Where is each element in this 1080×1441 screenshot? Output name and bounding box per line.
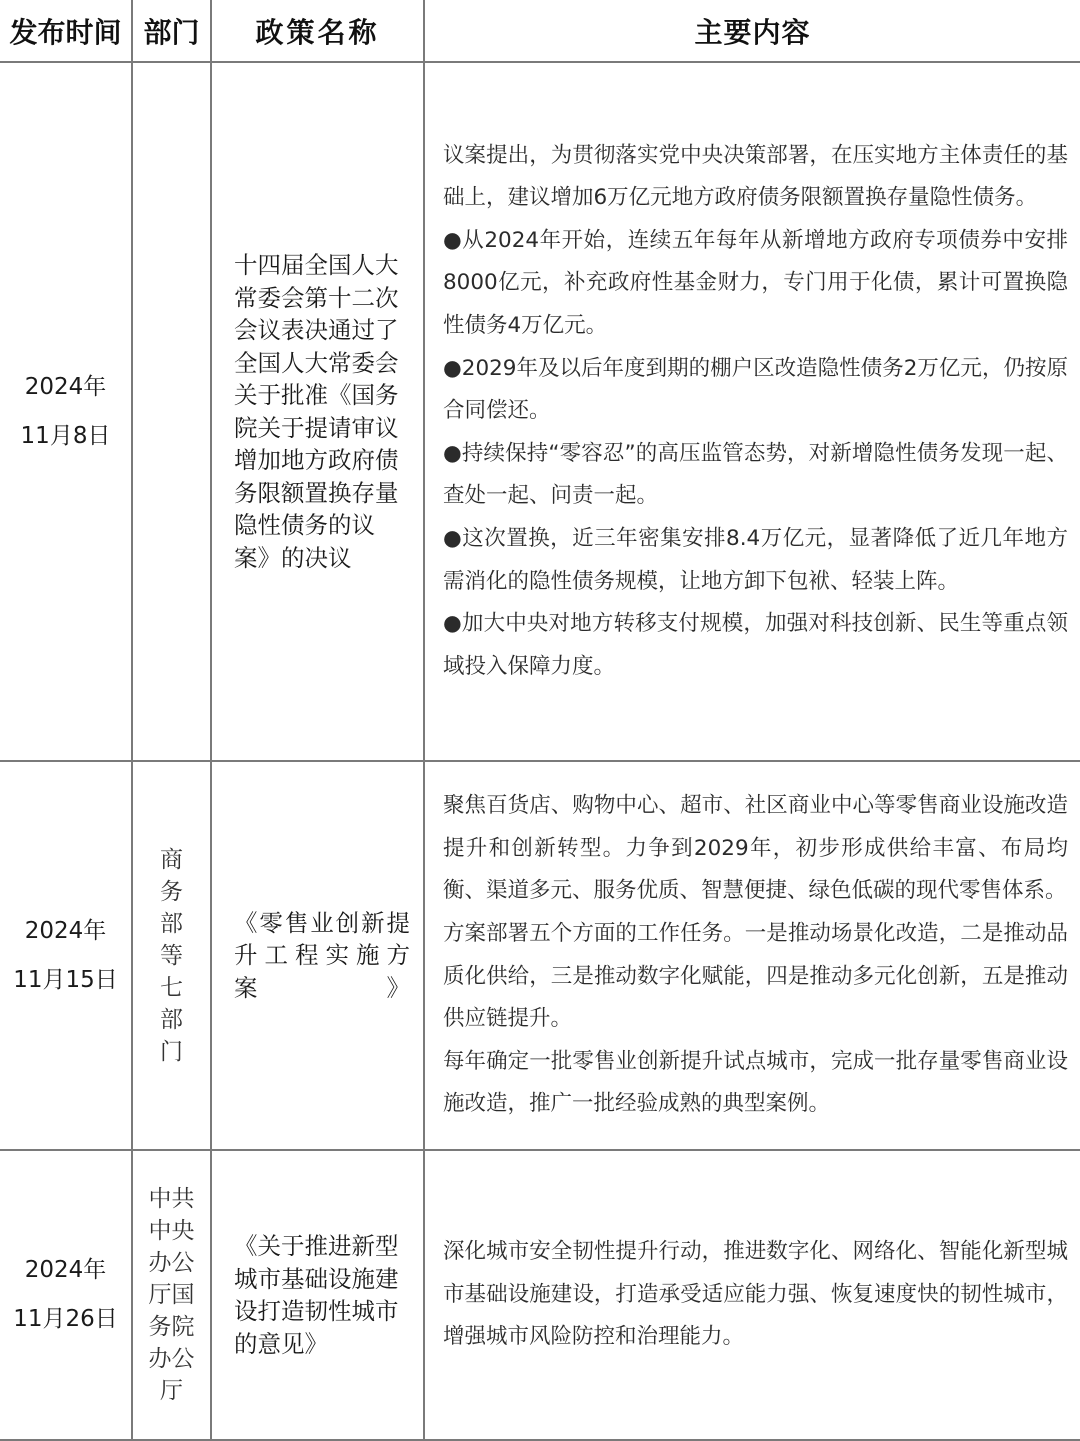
date-year: 2024年 <box>24 373 107 400</box>
content-cell <box>424 761 1080 1150</box>
policy-name-cell: 十四届全国人大常委会第十二次会议表决通过了全国人大常委会关于批准《国务院关于提请审议增加地方政府债务限额置换存量隐性债务的议案》的决议 <box>211 62 424 761</box>
content-cell <box>424 1150 1080 1440</box>
table-row <box>0 62 1080 761</box>
date-month-day: 11月26日 <box>13 1306 118 1332</box>
dept-cell <box>132 62 211 761</box>
policy-name-cell: 《关于推进新型城市基础设施建设打造韧性城市的意见》 <box>211 1150 424 1440</box>
content-bullet: ●从2024年开始，连续五年每年从新增地方政府专项债券中安排8000亿元，补充政府性基金财力，专门用于化债，累计可置换隐性债务4万亿元。 <box>443 227 1068 339</box>
header-row <box>0 0 1080 62</box>
content-bullet: ●2029年及以后年度到期的棚户区改造隐性债务2万亿元，仍按原合同偿还。 <box>443 355 1068 424</box>
header-dept: 部门 <box>132 0 211 62</box>
content-paragraph: 议案提出，为贯彻落实党中央决策部署，在压实地方主体责任的基础上，建议增加6万亿元地方政府债务限额置换存量隐性债务。 <box>443 142 1068 211</box>
dept-cell <box>132 761 211 1150</box>
table-header <box>0 0 1080 62</box>
header-date: 发布时间 <box>0 0 132 62</box>
date-cell <box>0 62 132 761</box>
date-month-day: 11月8日 <box>20 422 111 449</box>
date-cell <box>0 761 132 1150</box>
content-cell <box>424 62 1080 761</box>
content-paragraph: 每年确定一批零售业创新提升试点城市，完成一批存量零售商业设施改造，推广一批经验成熟的典型案例。 <box>443 1048 1068 1117</box>
date-month-day: 11月15日 <box>13 966 118 993</box>
policy-name-cell: 《零售业创新提升工程实施方案》 <box>211 761 424 1150</box>
content-bullet: ●这次置换，近三年密集安排8.4万亿元，显著降低了近几年地方需消化的隐性债务规模，让地方卸下包袱、轻装上阵。 <box>443 525 1068 594</box>
content-paragraph: 深化城市安全韧性提升行动，推进数字化、网络化、智能化新型城市基础设施建设，打造承受适应能力强、恢复速度快的韧性城市，增强城市风险防控和治理能力。 <box>443 1239 1068 1350</box>
dept-text: 中共中央办公厅国务院办公厅 <box>148 1186 195 1404</box>
content-paragraph: 聚焦百货店、购物中心、超市、社区商业中心等零售商业设施改造提升和创新转型。力争到2029年，初步形成供给丰富、布局均衡、渠道多元、服务优质、智慧便捷、绿色低碳的现代零售体系。 <box>443 793 1068 904</box>
content-paragraph: 方案部署五个方面的工作任务。一是推动场景化改造，二是推动品质化供给，三是推动数字化赋能，四是推动多元化创新，五是推动供应链提升。 <box>443 920 1068 1032</box>
header-policy-name: 政策名称 <box>211 0 424 62</box>
table-row <box>0 1150 1080 1440</box>
date-cell <box>0 1150 132 1440</box>
content-bullet: ●加大中央对地方转移支付规模，加强对科技创新、民生等重点领域投入保障力度。 <box>443 611 1068 679</box>
dept-cell <box>132 1150 211 1440</box>
date-year: 2024年 <box>24 917 107 944</box>
content-bullet: ●持续保持“零容忍”的高压监管态势，对新增隐性债务发现一起、查处一起、问责一起。 <box>443 440 1068 509</box>
dept-text: 商务部等七部门 <box>159 846 183 1065</box>
table-body <box>0 62 1080 1440</box>
table-row <box>0 761 1080 1150</box>
header-main-content: 主要内容 <box>424 0 1080 62</box>
date-year: 2024年 <box>24 1257 107 1283</box>
